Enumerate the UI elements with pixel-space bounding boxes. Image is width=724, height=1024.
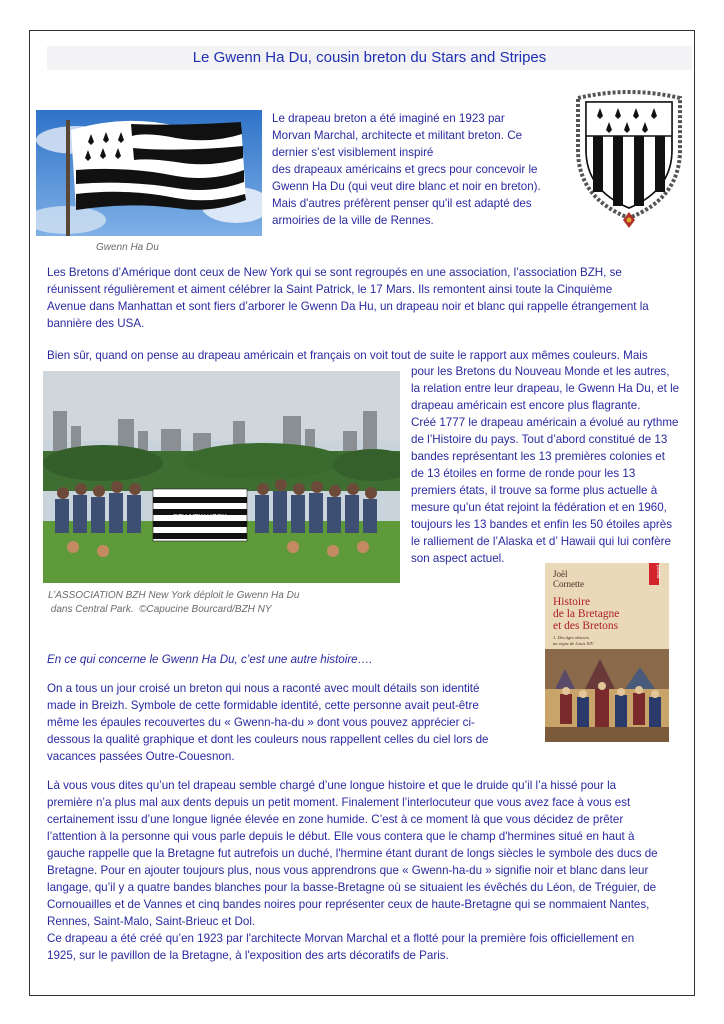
druid-line: première n’a plus mal aux dents depuis un petit moment. Finalement l’interlocuteur que vous avez face à vous est — [47, 796, 631, 809]
flag-line: le ralliement de l’Alaska et d’ Hawaii qui lui confère — [411, 535, 671, 548]
druid-line: Cornouailles et de Vannes et cinq bandes noires pour représenter ceux de haute-Bretagne qui se nommaient Nantes, — [47, 898, 650, 911]
druid-line: Rennes, Saint-Malo, Saint-Brieuc et Dol. — [47, 915, 256, 928]
druid-line: Bretagne. Pour en ajouter toujours plus, nous vous apprendrons que « Gwenn-ha-du » signifie noir et blanc dans leur — [47, 864, 649, 877]
book-subtitle-line: au règne de Louis XIV — [553, 641, 594, 646]
flag-line: toujours les 13 bandes et enfin les 50 étoiles après — [411, 518, 673, 531]
flag-paragraph-right — [411, 363, 701, 567]
bzh-line: bannière des USA. — [47, 317, 145, 330]
druid-line: Là vous vous dites qu’un tel drapeau semble chargé d’une longue histoire et que le druide qu’il l’a hissé pour la — [47, 779, 617, 792]
identity-line: On a tous un jour croisé un breton qui nous a raconté avec moult détails son identité — [47, 682, 480, 695]
intro-line: armoiries de la ville de Rennes. — [272, 214, 434, 227]
book-author — [553, 569, 584, 589]
identity-line: même les épaules recouvertes du « Gwenn-ha-du » dont vous pouvez apprécier ci- — [47, 716, 475, 729]
bzh-line: Avenue dans Manhattan et sont fiers d’arborer le Gwenn Da Hu, un drapeau noir et blanc qui rappelle étrangement la — [47, 300, 649, 313]
flag-line: Créé 1777 le drapeau américain a évolué au rythme — [411, 416, 679, 429]
book-illustration — [545, 649, 669, 742]
photo-caption-line: dans Central Park. ©Capucine Bourcard/BZH NY — [48, 604, 272, 615]
flag-paragraph-full-line: Bien sûr, quand on pense au drapeau américain et français on voit tout de suite le rapport aux mêmes couleurs. Mais — [47, 349, 648, 362]
book-title-line: de la Bretagne — [553, 608, 620, 620]
flag-line: bandes représentant les 13 premières colonies et — [411, 450, 665, 463]
intro-line: des drapeaux américains et grecs pour concevoir le — [272, 163, 538, 176]
book-cover — [545, 563, 669, 742]
bzh-line: réunissent régulièrement et aiment célébrer la Saint Patrick, le 17 Mars. Ils remontent ainsi toute la Cinquième — [47, 283, 613, 296]
book-title-line: et des Bretons — [553, 620, 619, 632]
flag-line: pour les Bretons du Nouveau Monde et les autres, — [411, 365, 670, 378]
druid-line: certainement issu d’une longue lignée élevée en zone humide. C’est à ce moment là que vous décidez de prêter — [47, 813, 624, 826]
flag-caption: Gwenn Ha Du — [96, 242, 159, 253]
intro-line: Mais d'autres préfèrent penser qu'il est adapté des — [272, 197, 532, 210]
flag-line: mesure qu’un état rejoint la fédération et en 1960, — [411, 501, 667, 514]
intro-line: Morvan Marchal, architecte et militant breton. Ce — [272, 129, 523, 142]
identity-line: dessous la qualité graphique et dont les couleurs nous rappellent celles du ciel lors de — [47, 733, 489, 746]
identity-line: vacances passées Outre-Couesnon. — [47, 750, 235, 763]
flag-line: de l’Histoire du pays. Tout d’abord constitué de 13 — [411, 433, 668, 446]
series-label: points — [655, 565, 661, 579]
rennes-coat-of-arms — [568, 88, 690, 230]
druid-line: gauche rappelle que la Bretagne fut autrefois un duché, l'hermine étant durant de longs siècles le symbole des ducs de — [47, 847, 658, 860]
intro-paragraph — [272, 110, 572, 229]
book-subtitle — [553, 635, 594, 647]
flag-line: de 13 étoiles en forme de ronde pour les 13 — [411, 467, 636, 480]
book-author-last: Cornette — [553, 579, 584, 589]
intro-line: dernier s'est visiblement inspiré — [272, 146, 434, 159]
book-subtitle-line: 1. Des âges obscurs — [553, 635, 589, 640]
bzh-paragraph — [47, 264, 697, 332]
flag-line: son aspect actuel. — [411, 552, 505, 565]
banner-text: BZH NEW YORK — [173, 514, 227, 521]
druid-line: langage, qu’il y a quatre bandes blanches pour la basse-Bretagne où se situaient les évêchés du Léon, de Tréguier, de — [47, 881, 657, 894]
flag-line: la relation entre leur drapeau, le Gwenn Ha Du, et le — [411, 382, 680, 395]
bzh-line: Les Bretons d’Amérique dont ceux de New York qui se sont regroupés en une association, l’association BZH, se — [47, 266, 622, 279]
book-author-first: Joël — [553, 569, 568, 579]
druid-line: l’attention à la personne qui vous parle depuis le début. Elle vous contera que le champ d'hermines situé en haut à — [47, 830, 635, 843]
intro-line: Le drapeau breton a été imaginé en 1923 par — [272, 112, 505, 125]
italic-intro-line: En ce qui concerne le Gwenn Ha Du, c’est une autre histoire…. — [47, 653, 373, 666]
book-title-line: Histoire — [553, 596, 591, 608]
bzh-group-photo — [43, 371, 400, 583]
identity-line: made in Breizh. Symbole de cette formidable identité, cette personne avait peut-être — [47, 699, 479, 712]
druid-line: Ce drapeau a été créé qu’en 1923 par l'architecte Morvan Marchal et a flotté pour la première fois officiellement en — [47, 932, 635, 945]
photo-caption-line: L’ASSOCIATION BZH New York déploit le Gwenn Ha Du — [48, 590, 300, 601]
druid-line: 1925, sur le pavillon de la Bretagne, à l'exposition des arts décoratifs de Paris. — [47, 949, 449, 962]
flag-line: premiers états, il trouve sa forme plus actuelle à — [411, 484, 658, 497]
identity-paragraph — [47, 680, 537, 765]
page-title: Le Gwenn Ha Du, cousin breton du Stars and Stripes — [192, 49, 547, 66]
photo-caption — [48, 589, 299, 617]
book-title — [553, 596, 619, 632]
intro-line: Gwenn Ha Du (qui veut dire blanc et noir en breton). — [272, 180, 541, 193]
gwenn-ha-du-flag-photo — [36, 110, 262, 236]
druid-paragraph — [47, 777, 697, 964]
flag-line: drapeau américain est encore plus flagrante. — [411, 399, 641, 412]
